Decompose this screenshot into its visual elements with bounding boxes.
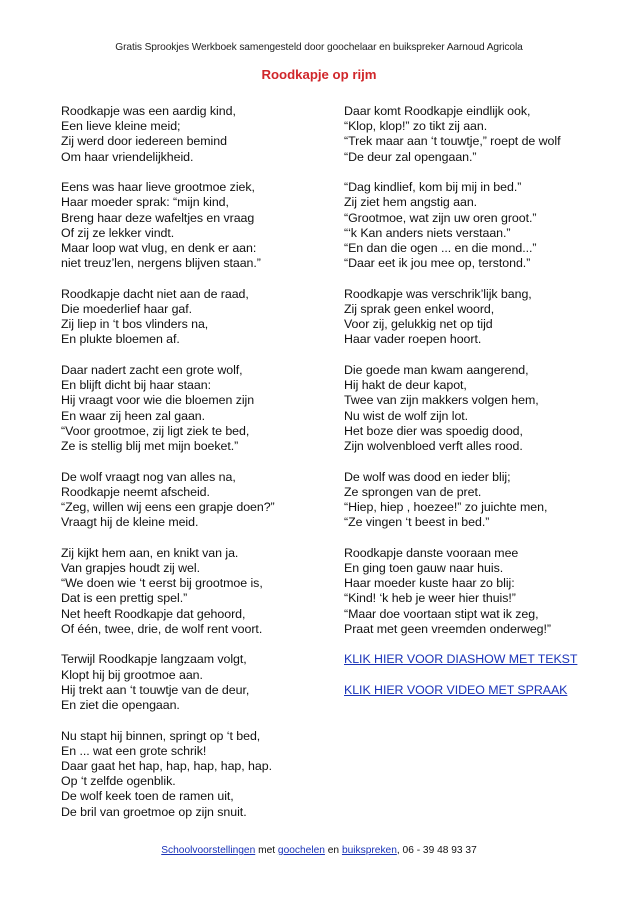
poem-line: “Grootmoe, wat zijn uw oren groot.” — [344, 210, 537, 225]
footer-text-phone: , 06 - 39 48 93 37 — [396, 845, 477, 856]
poem-line: Net heeft Roodkapje dat gehoord, — [61, 606, 246, 621]
poem-line: Roodkapje was verschrik’lijk bang, — [344, 286, 532, 301]
poem-line: Of zij ze lekker vindt. — [61, 225, 175, 240]
poem-line: Daar komt Roodkapje eindlijk ook, — [344, 104, 531, 118]
stanza — [61, 729, 323, 820]
poem-line: Van grapjes houdt zij wel. — [61, 561, 200, 576]
stanza — [61, 652, 323, 713]
poem-line: Hij trekt aan ‘t touwtje van de deur, — [61, 682, 250, 697]
stanza — [344, 104, 606, 165]
poem-line: Ze sprongen van de pret. — [344, 484, 482, 499]
video-link-block — [344, 683, 606, 698]
poem-line: “Zeg, willen wij eens een grapje doen?” — [61, 500, 275, 515]
video-link[interactable]: KLIK HIER VOOR VIDEO MET SPRAAK — [344, 683, 568, 698]
poem-line: Roodkapje was een aardig kind, — [61, 104, 236, 118]
poem-line: Haar moeder kuste haar zo blij: — [344, 576, 515, 591]
poem-line: En plukte bloemen af. — [61, 332, 180, 347]
stanza — [61, 546, 323, 637]
page-header: Gratis Sprookjes Werkboek samengesteld door goochelaar en buikspreker Aarnoud Agricola — [115, 42, 523, 53]
footer-text-met: met — [255, 845, 278, 856]
poem-line: “Hiep, hiep , hoezee!” zo juichte men, — [344, 500, 548, 515]
poem-line: “Dag kindlief, kom bij mij in bed.” — [344, 180, 522, 195]
poem-line: “We doen wie ‘t eerst bij grootmoe is, — [61, 576, 263, 591]
poem-line: Twee van zijn makkers volgen hem, — [344, 393, 539, 408]
stanza — [61, 180, 323, 271]
poem-line: Roodkapje danste vooraan mee — [344, 545, 519, 560]
poem-line: De bril van groetmoe op zijn snuit. — [61, 804, 247, 819]
stanza — [61, 363, 323, 454]
poem-line: Daar gaat het hap, hap, hap, hap, hap. — [61, 759, 272, 774]
poem-line: Het boze dier was spoedig dood, — [344, 423, 523, 438]
page-title: Roodkapje op rijm — [261, 67, 377, 82]
poem-line: Hij hakt de deur kapot, — [344, 378, 467, 393]
stanza — [344, 546, 606, 637]
poem-line: En blijft dicht bij haar staan: — [61, 378, 211, 393]
poem-right-stanzas — [344, 104, 606, 637]
poem-right-column — [344, 104, 606, 714]
poem-line: Zij kijkt hem aan, en knikt van ja. — [61, 545, 239, 560]
poem-left-column — [61, 104, 323, 835]
poem-line: “Maar doe voortaan stipt wat ik zeg, — [344, 606, 539, 621]
poem-line: Eens was haar lieve grootmoe ziek, — [61, 180, 255, 195]
poem-line: Voor zij, gelukkig net op tijd — [344, 317, 493, 332]
poem-line: niet treuz’len, nergens blijven staan.” — [61, 256, 261, 271]
poem-line: Klopt hij bij grootmoe aan. — [61, 667, 203, 682]
diashow-link-block — [344, 652, 606, 667]
poem-line: Dat is een prettig spel.” — [61, 591, 188, 606]
poem-line: “‘k Kan anders niets verstaan.” — [344, 225, 511, 240]
poem-line: Maar loop wat vlug, en denk er aan: — [61, 241, 257, 256]
poem-line: Die moederlief haar gaf. — [61, 302, 193, 317]
page-footer — [0, 845, 638, 856]
poem-line: En ging toen gauw naar huis. — [344, 561, 504, 576]
poem-line: “En dan die ogen ... en die mond...” — [344, 241, 537, 256]
poem-line: “Klop, klop!” zo tikt zij aan. — [344, 119, 488, 134]
poem-line: Nu stapt hij binnen, springt op ‘t bed, — [61, 728, 261, 743]
poem-line: De wolf vraagt nog van alles na, — [61, 469, 236, 484]
poem-line: Terwijl Roodkapje langzaam volgt, — [61, 652, 247, 667]
poem-line: Haar moeder sprak: “mijn kind, — [61, 195, 229, 210]
poem-line: Zijn wolvenbloed verft alles rood. — [344, 439, 523, 454]
footer-text-en: en — [324, 845, 342, 856]
footer-link-buikspreken[interactable]: buikspreken — [341, 845, 397, 856]
poem-line: Daar nadert zacht een grote wolf, — [61, 363, 243, 378]
poem-line: De wolf keek toen de ramen uit, — [61, 789, 234, 804]
poem-line: Zij werd door iedereen bemind — [61, 134, 227, 149]
poem-line: Breng haar deze wafeltjes en vraag — [61, 210, 255, 225]
poem-line: Praat met geen vreemden onderweg!” — [344, 621, 551, 636]
stanza — [344, 470, 606, 531]
poem-line: Of één, twee, drie, de wolf rent voort. — [61, 621, 263, 636]
stanza — [344, 363, 606, 454]
stanza — [344, 180, 606, 271]
stanza — [344, 287, 606, 348]
poem-line: Nu wist de wolf zijn lot. — [344, 408, 469, 423]
poem-line: Zij sprak geen enkel woord, — [344, 302, 495, 317]
poem-line: Roodkapje neemt afscheid. — [61, 484, 210, 499]
stanza — [61, 470, 323, 531]
poem-line: “Daar eet ik jou mee op, terstond.” — [344, 256, 531, 271]
poem-line: Op ‘t zelfde ogenblik. — [61, 774, 176, 789]
poem-line: Hij vraagt voor wie die bloemen zijn — [61, 393, 255, 408]
poem-line: Haar vader roepen hoort. — [344, 332, 482, 347]
poem-line: “Trek maar aan ‘t touwtje,” roept de wolf — [344, 134, 561, 149]
stanza — [61, 287, 323, 348]
poem-line: Zij ziet hem angstig aan. — [344, 195, 478, 210]
poem-line: “Ze vingen ‘t beest in bed.” — [344, 515, 490, 530]
poem-line: Vraagt hij de kleine meid. — [61, 515, 199, 530]
stanza — [61, 104, 323, 165]
footer-link-goochelen[interactable]: goochelen — [277, 845, 325, 856]
poem-line: Een lieve kleine meid; — [61, 119, 181, 134]
poem-line: Zij liep in ‘t bos vlinders na, — [61, 317, 209, 332]
poem-line: En waar zij heen zal gaan. — [61, 408, 206, 423]
footer-link-schoolvoorstellingen[interactable]: Schoolvoorstellingen — [161, 845, 256, 856]
poem-line: “De deur zal opengaan.” — [344, 149, 477, 164]
poem-line: Roodkapje dacht niet aan de raad, — [61, 286, 249, 301]
poem-line: En ziet die opengaan. — [61, 698, 180, 713]
poem-line: Ze is stellig blij met mijn boeket.” — [61, 439, 239, 454]
poem-line: En ... wat een grote schrik! — [61, 743, 207, 758]
poem-line: Om haar vriendelijkheid. — [61, 149, 194, 164]
poem-line: “Voor grootmoe, zij ligt ziek te bed, — [61, 423, 250, 438]
poem-line: De wolf was dood en ieder blij; — [344, 469, 511, 484]
diashow-link[interactable]: KLIK HIER VOOR DIASHOW MET TEKST — [344, 652, 578, 667]
poem-line: Die goede man kwam aangerend, — [344, 363, 529, 378]
poem-line: “Kind! ‘k heb je weer hier thuis!” — [344, 591, 516, 606]
